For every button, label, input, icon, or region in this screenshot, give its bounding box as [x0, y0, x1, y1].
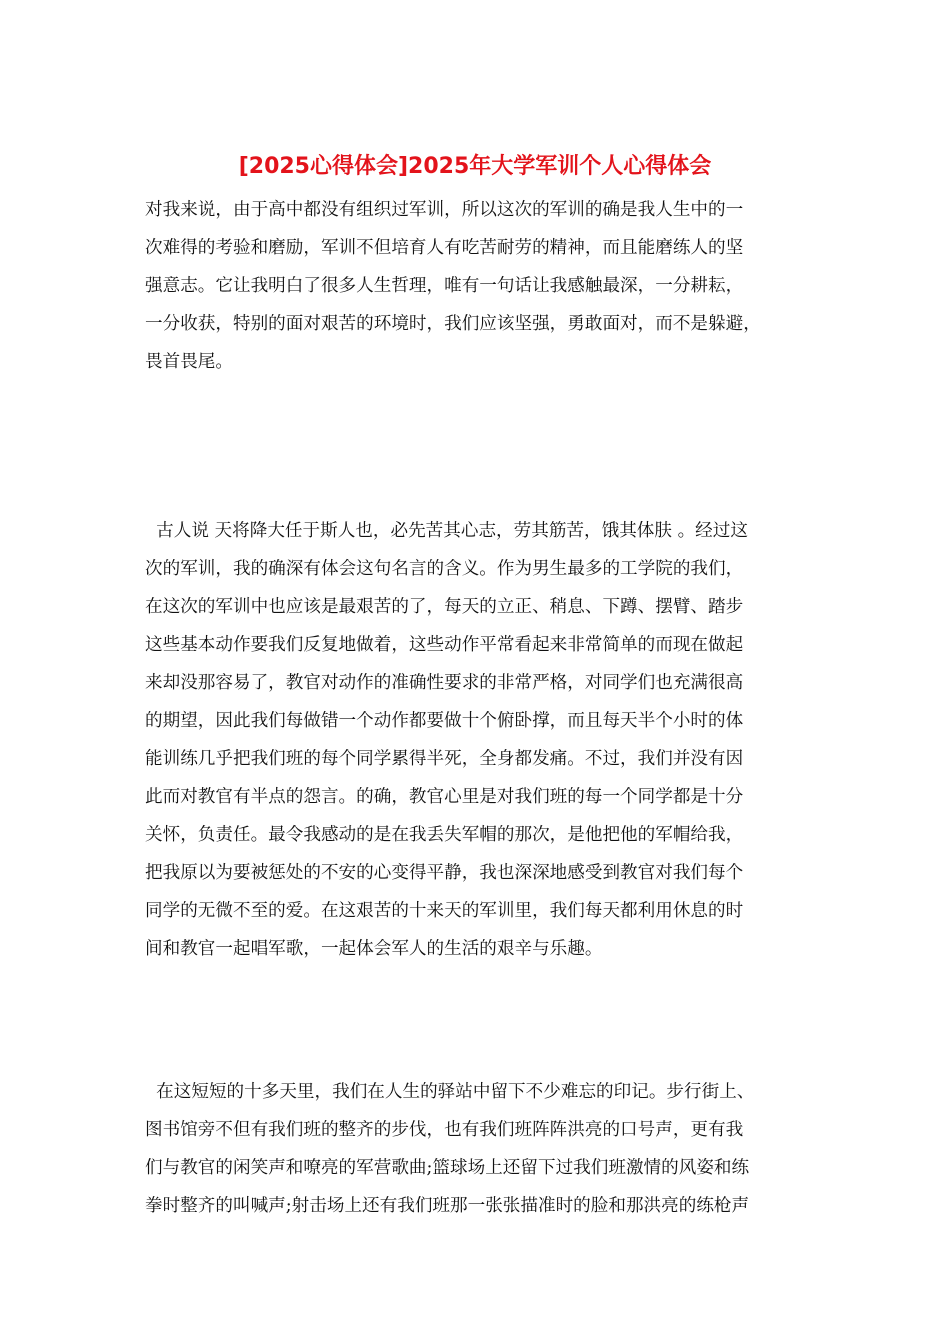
text-line: 图书馆旁不但有我们班的整齐的步伐，也有我们班阵阵洪亮的口号声，更有我: [145, 1120, 744, 1140]
text-line: 的期望，因此我们每做错一个动作都要做十个俯卧撑，而且每天半个小时的体: [145, 711, 744, 731]
document-title: [2025心得体会]2025年大学军训个人心得体会: [238, 154, 712, 179]
paragraph-2: [145, 512, 808, 968]
text-line: 同学的无微不至的爱。在这艰苦的十来天的军训里，我们每天都利用休息的时: [145, 901, 744, 921]
text-line: 强意志。它让我明白了很多人生哲理，唯有一句话让我感触最深，一分耕耘，: [145, 276, 744, 296]
paragraph-1: [145, 191, 808, 381]
text-line: 在这次的军训中也应该是最艰苦的了，每天的立正、稍息、下蹲、摆臂、踏步: [145, 597, 744, 617]
text-line: 来却没那容易了，教官对动作的准确性要求的非常严格，对同学们也充满很高: [145, 673, 744, 693]
text-line: 拳时整齐的叫喊声;射击场上还有我们班那一张张描准时的脸和那洪亮的练枪声: [145, 1196, 750, 1216]
text-line: 畏首畏尾。: [145, 352, 233, 372]
text-line: 关怀，负责任。最令我感动的是在我丢失军帽的那次，是他把他的军帽给我，: [145, 825, 744, 845]
text-line: 这些基本动作要我们反复地做着，这些动作平常看起来非常简单的而现在做起: [145, 635, 744, 655]
text-line: 们与教官的闲笑声和嘹亮的军营歌曲;篮球场上还留下过我们班激情的风姿和练: [145, 1158, 750, 1178]
text-line: 次的军训，我的确深有体会这句名言的含义。作为男生最多的工学院的我们，: [145, 559, 744, 579]
text-line: 古人说 天将降大任于斯人也，必先苦其心志，劳其筋苦，饿其体肤 。经过这: [145, 521, 748, 541]
text-line: 次难得的考验和磨励，军训不但培育人有吃苦耐劳的精神，而且能磨练人的坚: [145, 238, 744, 258]
text-line: 能训练几乎把我们班的每个同学累得半死，全身都发痛。不过，我们并没有因: [145, 749, 744, 769]
text-line: 在这短短的十多天里，我们在人生的驿站中留下不少难忘的印记。步行街上、: [145, 1082, 755, 1102]
text-line: 间和教官一起唱军歌，一起体会军人的生活的艰辛与乐趣。: [145, 939, 603, 959]
text-line: 把我原以为要被惩处的不安的心变得平静，我也深深地感受到教官对我们每个: [145, 863, 744, 883]
text-line: 对我来说，由于高中都没有组织过军训，所以这次的军训的确是我人生中的一: [145, 200, 744, 220]
text-line: 一分收获，特别的面对艰苦的环境时，我们应该坚强，勇敢面对，而不是躲避，: [145, 314, 761, 334]
paragraph-3: [145, 1073, 808, 1225]
text-line: 此而对教官有半点的怨言。的确，教官心里是对我们班的每一个同学都是十分: [145, 787, 744, 807]
